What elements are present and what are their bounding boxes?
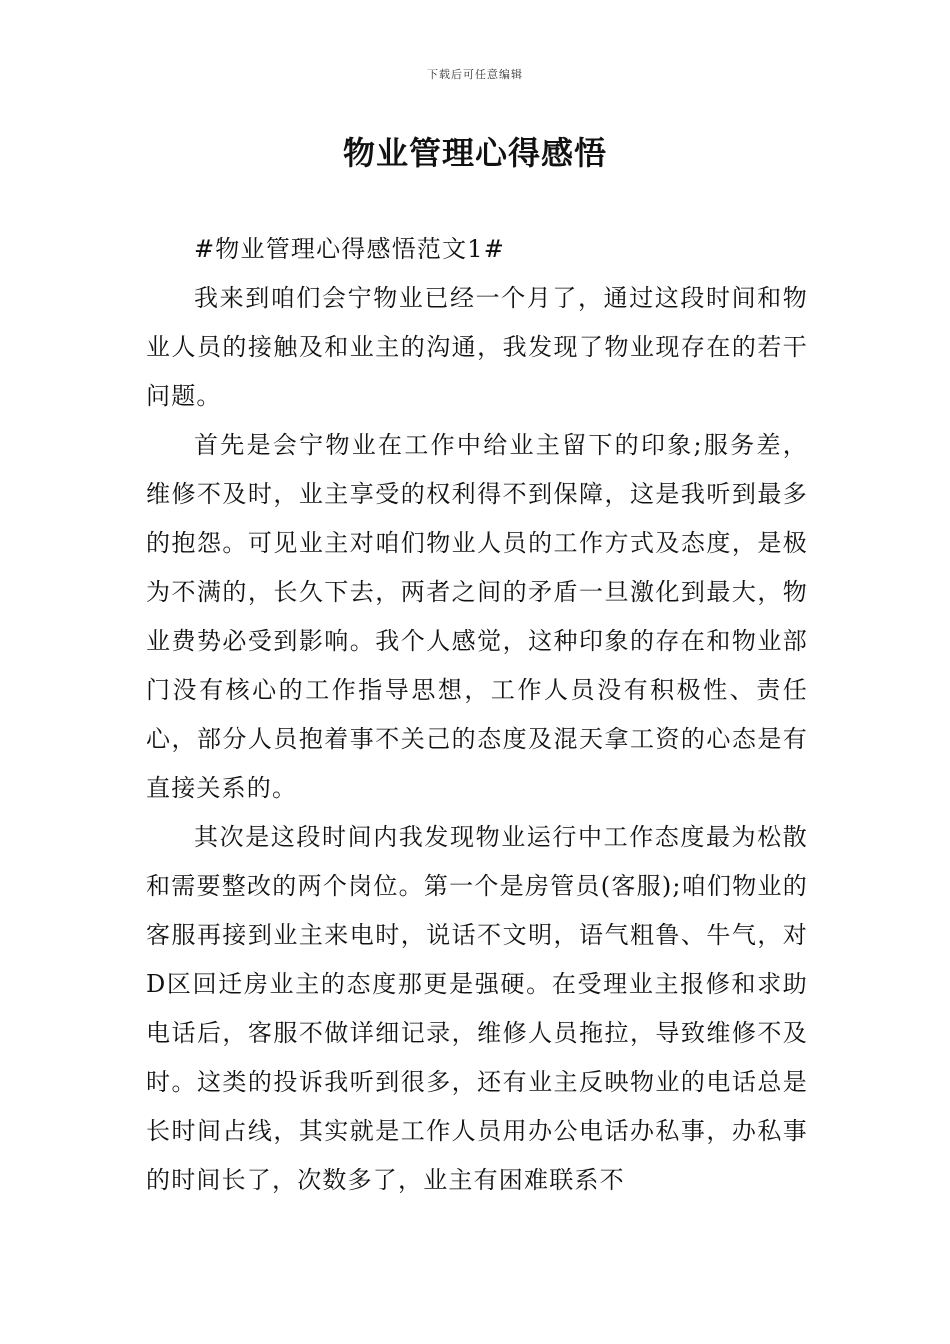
paragraph-1: 我来到咱们会宁物业已经一个月了，通过这段时间和物业人员的接触及和业主的沟通，我发现了物业现存在的若干问题。 <box>146 284 808 410</box>
header-note: 下载后可任意编辑 <box>427 68 523 81</box>
paragraph-2: 首先是会宁物业在工作中给业主留下的印象;服务差，维修不及时，业主享受的权利得不到保障，这是我听到最多的抱怨。可见业主对咱们物业人员的工作方式及态度，是极为不满的，长久下去，两者之间的矛盾一旦激化到最大，物业费势必受到影响。我个人感觉，这种印象的存在和物业部门没有核心的工作指导思想，工作人员没有积极性、责任心，部分人员抱着事不关己的态度及混天拿工资的心态是有直接关系的。 <box>146 431 808 802</box>
document-title: 物业管理心得感悟 <box>342 134 607 172</box>
section-heading: #物业管理心得感悟范文1# <box>194 235 506 263</box>
paragraph-3: 其次是这段时间内我发现物业运行中工作态度最为松散和需要整改的两个岗位。第一个是房管员(客服);咱们物业的客服再接到业主来电时，说话不文明，语气粗鲁、牛气，对D区回迁房业主的态度那更是强硬。在受理业主报修和求助电话后，客服不做详细记录，维修人员拖拉，导致维修不及时。这类的投诉我听到很多，还有业主反映物业的电话总是长时间占线，其实就是工作人员用办公电话办私事，办私事的时间长了，次数多了，业主有困难联系不 <box>146 823 808 1194</box>
document-body <box>146 225 808 1205</box>
